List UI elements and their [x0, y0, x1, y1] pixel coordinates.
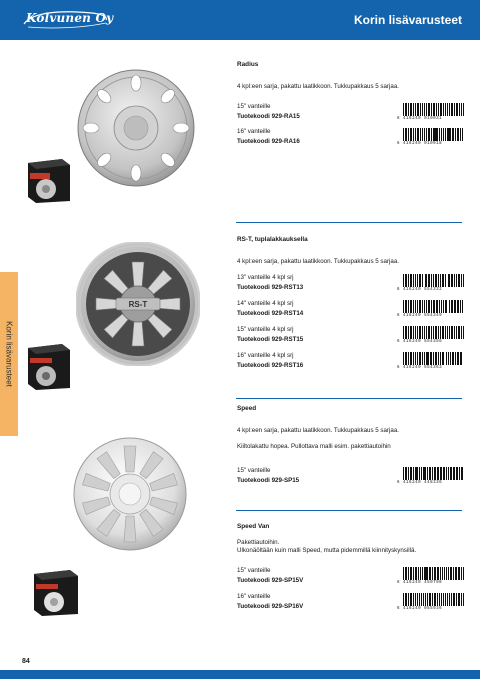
barcode: [397, 274, 463, 294]
barcode: [397, 300, 463, 320]
variant-code: Tuotekoodi 929-RST16: [237, 362, 304, 369]
variant-code: Tuotekoodi 929-RST14: [237, 310, 304, 317]
section-divider: [236, 222, 462, 223]
variant-code: Tuotekoodi 929-SP15V: [237, 577, 304, 584]
barcode: [397, 128, 463, 148]
product-description: 4 kpl:een sarja, pakattu laatikkoon. Tukkupakkaus 5 sarjaa.: [237, 258, 400, 265]
barcode: [397, 103, 463, 123]
variant-code: Tuotekoodi 929-RA15: [237, 113, 300, 120]
variant-size: 13" vanteille 4 kpl srj: [237, 274, 294, 281]
variant-code: Tuotekoodi 929-SP15: [237, 477, 300, 484]
variant-code: Tuotekoodi 929-RST13: [237, 284, 304, 291]
section-divider: [236, 510, 462, 511]
product-variant: [237, 274, 463, 295]
variant-size: 15" vanteille: [237, 567, 271, 574]
product-title: RS-T, tuplalakkauksella: [237, 236, 308, 243]
product-title: Speed Van: [237, 523, 270, 530]
side-tab-label: Korin lisävarusteet: [4, 321, 14, 387]
section-divider: [236, 398, 462, 399]
product-description-2: Ulkonäöltään kuin malli Speed, mutta pidemmillä kiinnityskynsillä.: [237, 547, 417, 554]
footer-bar: [0, 670, 480, 679]
barcode-number: 6 416240 554332: [397, 288, 443, 292]
rst-hubcap-image: [76, 242, 200, 366]
barcode-number: 6 416240 010918: [397, 142, 443, 146]
barcode-number: 6 416240 448336: [397, 481, 443, 485]
variant-code: Tuotekoodi 929-SP16V: [237, 603, 304, 610]
section-side-tab: [0, 272, 18, 436]
barcode: [397, 467, 463, 487]
barcode-number: 6 416240 554349: [397, 314, 443, 318]
page-header: [0, 0, 480, 40]
radius-box-image: [24, 155, 74, 205]
product-radius: [237, 61, 463, 149]
variant-code: Tuotekoodi 929-RA16: [237, 138, 300, 145]
speed-hubcap-image: [72, 436, 188, 552]
variant-size: 16" vanteille 4 kpl srj: [237, 352, 294, 359]
product-variant: [237, 128, 463, 149]
barcode: [397, 567, 463, 587]
product-rst: [237, 236, 463, 373]
product-description-2: Kiiltolakattu hopea. Pullottava malli esim. pakettiautoihin: [237, 443, 391, 450]
product-variant: [237, 103, 463, 124]
variant-code: Tuotekoodi 929-RST15: [237, 336, 304, 343]
barcode-number: 6 416240 055936: [397, 607, 443, 611]
variant-size: 16" vanteille: [237, 593, 271, 600]
product-description: 4 kpl:een sarja, pakattu laatikkoon. Tukkupakkaus 5 sarjaa.: [237, 83, 400, 90]
barcode-number: 6 416240 554363: [397, 366, 443, 370]
product-speed: [237, 405, 463, 488]
product-variant: [237, 567, 463, 588]
product-variant: [237, 300, 463, 321]
variant-size: 15" vanteille 4 kpl srj: [237, 326, 294, 333]
barcode-number: 6 416240 010031: [397, 117, 443, 121]
rst-center-label: RS-T: [128, 300, 148, 309]
barcode: [397, 326, 463, 346]
page-title: Korin lisävarusteet: [353, 13, 462, 27]
product-variant: [237, 467, 463, 488]
radius-hubcap-image: [76, 68, 196, 188]
barcode-number: 6 416240 450798: [397, 581, 443, 585]
product-title: Radius: [237, 61, 259, 68]
speed-box-image: [30, 566, 82, 618]
product-description: 4 kpl:een sarja, pakattu laatikkoon. Tukkupakkaus 5 sarjaa.: [237, 427, 400, 434]
product-title: Speed: [237, 405, 257, 412]
barcode-number: 6 416240 554356: [397, 340, 443, 344]
barcode: [397, 593, 463, 613]
variant-size: 15" vanteille: [237, 103, 271, 110]
product-speed-van: [237, 523, 463, 614]
product-description: Pakettiautoihin.: [237, 539, 280, 546]
product-variant: [237, 352, 463, 373]
brand-name: Kolvunen Oy: [26, 11, 114, 25]
barcode: [397, 352, 463, 372]
variant-size: 15" vanteille: [237, 467, 271, 474]
product-variant: [237, 326, 463, 347]
variant-size: 14" vanteille 4 kpl srj: [237, 300, 294, 307]
product-variant: [237, 593, 463, 614]
variant-size: 16" vanteille: [237, 128, 271, 135]
page-number: 84: [22, 658, 30, 665]
rst-box-image: [24, 340, 74, 392]
